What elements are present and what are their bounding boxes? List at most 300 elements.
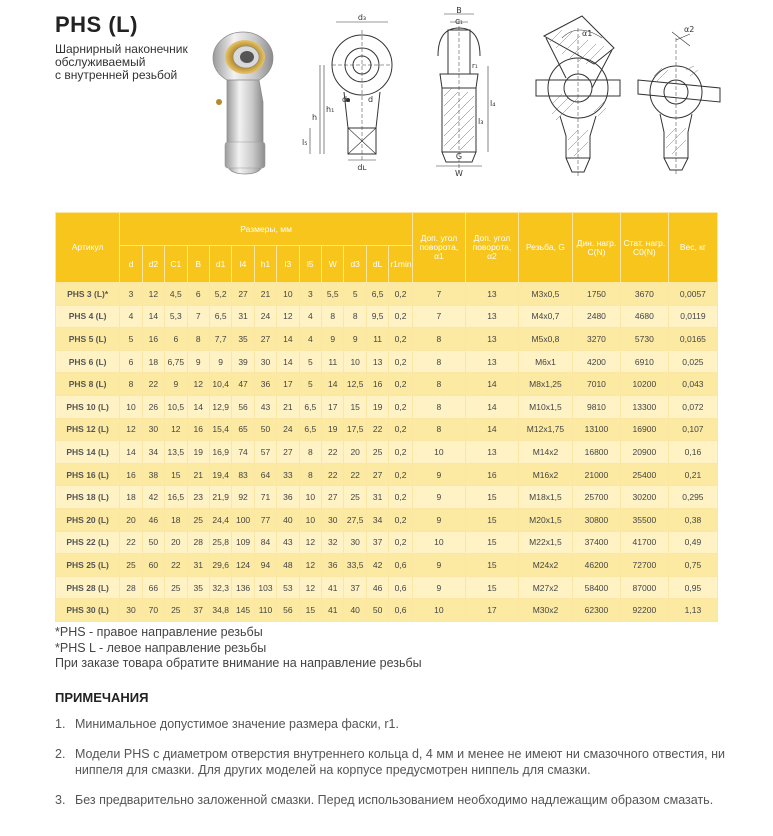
table-cell: 30200 <box>620 486 668 509</box>
table-cell: 23 <box>187 486 209 509</box>
footnote-order-hint: При заказе товара обратите внимание на направление резьбы <box>55 656 422 670</box>
table-cell: 43 <box>277 531 299 554</box>
table-cell: 27 <box>366 463 388 486</box>
table-cell: 19 <box>187 441 209 464</box>
table-cell: 0,2 <box>389 486 413 509</box>
table-cell: 56 <box>277 599 299 622</box>
table-row <box>56 350 718 373</box>
article-cell: PHS 30 (L) <box>56 599 120 622</box>
table-cell: 6 <box>187 283 209 306</box>
table-cell: 5 <box>299 350 321 373</box>
table-cell: 25 <box>187 508 209 531</box>
table-cell: 20 <box>120 508 142 531</box>
table-cell: 5 <box>344 283 366 306</box>
table-cell: 32 <box>322 531 344 554</box>
front-view-drawing <box>298 10 418 180</box>
table-cell: 110 <box>254 599 276 622</box>
table-cell: 0,6 <box>389 554 413 577</box>
assembly-angle2-drawing <box>632 20 724 178</box>
table-cell: 10 <box>412 531 465 554</box>
table-cell: 103 <box>254 576 276 599</box>
table-cell: 72700 <box>620 554 668 577</box>
table-cell: 46200 <box>572 554 620 577</box>
article-cell: PHS 5 (L) <box>56 328 120 351</box>
article-cell: PHS 10 (L) <box>56 395 120 418</box>
table-cell: 12 <box>277 305 299 328</box>
spec-table-body <box>56 283 718 622</box>
table-cell: 145 <box>232 599 254 622</box>
article-cell: PHS 6 (L) <box>56 350 120 373</box>
table-cell: 1750 <box>572 283 620 306</box>
table-cell: 25 <box>366 441 388 464</box>
table-cell: 9810 <box>572 395 620 418</box>
table-cell: 4200 <box>572 350 620 373</box>
table-cell: 8 <box>120 373 142 396</box>
table-cell: 124 <box>232 554 254 577</box>
table-cell: 13100 <box>572 418 620 441</box>
table-cell: 16 <box>120 463 142 486</box>
table-cell: 70 <box>142 599 164 622</box>
table-cell: 13 <box>366 350 388 373</box>
table-cell: 15 <box>299 599 321 622</box>
note-text: Минимальное допустимое значение размера фаски, r1. <box>75 717 399 731</box>
table-cell: 37 <box>344 576 366 599</box>
table-cell: 10 <box>344 350 366 373</box>
note-item <box>55 716 725 732</box>
table-cell: 0,295 <box>668 486 717 509</box>
table-cell: 5,2 <box>209 283 231 306</box>
table-cell: 0,2 <box>389 463 413 486</box>
label-d2: d₂ <box>342 95 351 104</box>
table-cell: 10 <box>120 395 142 418</box>
table-cell: 0,107 <box>668 418 717 441</box>
table-cell: 12 <box>299 576 321 599</box>
table-cell: 9,5 <box>366 305 388 328</box>
table-cell: 25400 <box>620 463 668 486</box>
table-cell: 3270 <box>572 328 620 351</box>
note-text: Модели PHS с диаметром отверстия внутреннего кольца d, 4 мм и менее не имеют ни смазочного отвестия, ни ниппеля для смазки. Для других моделей на корпусе предусмотрен ниппель для смазки. <box>75 747 725 777</box>
table-cell: M20x1,5 <box>518 508 572 531</box>
table-row <box>56 305 718 328</box>
table-cell: 13 <box>465 305 518 328</box>
table-cell: 33,5 <box>344 554 366 577</box>
table-cell: 24 <box>277 418 299 441</box>
table-cell: 9 <box>187 350 209 373</box>
table-cell: 0,95 <box>668 576 717 599</box>
table-cell: 5 <box>299 373 321 396</box>
table-row <box>56 599 718 622</box>
label-l4: l₄ <box>490 99 496 108</box>
table-cell: 10 <box>277 283 299 306</box>
header-dim-l5: l5 <box>299 246 321 283</box>
table-cell: 26 <box>142 395 164 418</box>
table-cell: 8 <box>299 463 321 486</box>
table-cell: 16 <box>142 328 164 351</box>
table-cell: 6910 <box>620 350 668 373</box>
table-cell: 9 <box>412 508 465 531</box>
table-cell: 16,9 <box>209 441 231 464</box>
table-cell: 13 <box>465 350 518 373</box>
header-dim-c1: C1 <box>165 246 187 283</box>
table-cell: 5730 <box>620 328 668 351</box>
subtitle-line: Шарнирный наконечник <box>55 42 188 56</box>
table-cell: 22 <box>142 373 164 396</box>
table-cell: 35 <box>232 328 254 351</box>
table-cell: M4x0,7 <box>518 305 572 328</box>
table-cell: 9 <box>412 576 465 599</box>
table-cell: 0,38 <box>668 508 717 531</box>
table-cell: 22 <box>165 554 187 577</box>
label-dl: dʟ <box>357 163 367 172</box>
table-cell: 9 <box>322 328 344 351</box>
table-cell: 39 <box>232 350 254 373</box>
header-dim-l4: l4 <box>232 246 254 283</box>
table-cell: 22 <box>322 463 344 486</box>
table-cell: 37 <box>187 599 209 622</box>
table-cell: 15 <box>465 554 518 577</box>
table-cell: 0,2 <box>389 508 413 531</box>
table-cell: 48 <box>277 554 299 577</box>
table-cell: 34 <box>366 508 388 531</box>
table-cell: 9 <box>412 463 465 486</box>
table-cell: 18 <box>165 508 187 531</box>
table-cell: 74 <box>232 441 254 464</box>
article-cell: PHS 4 (L) <box>56 305 120 328</box>
table-cell: 21,9 <box>209 486 231 509</box>
table-row <box>56 328 718 351</box>
table-cell: M27x2 <box>518 576 572 599</box>
table-cell: 42 <box>142 486 164 509</box>
table-cell: 94 <box>254 554 276 577</box>
article-cell: PHS 8 (L) <box>56 373 120 396</box>
table-cell: 40 <box>344 599 366 622</box>
table-cell: 21 <box>277 395 299 418</box>
table-cell: 20900 <box>620 441 668 464</box>
table-cell: 16 <box>366 373 388 396</box>
label-w: W <box>455 169 463 178</box>
header-angle1: Доп. угол поворота, α1 <box>412 213 465 283</box>
table-cell: M14x2 <box>518 441 572 464</box>
label-d: d <box>368 95 374 104</box>
table-cell: 35 <box>187 576 209 599</box>
table-cell: 8 <box>412 373 465 396</box>
table-cell: 13 <box>465 283 518 306</box>
table-cell: 15 <box>465 576 518 599</box>
label-d3: d₃ <box>357 13 367 22</box>
article-cell: PHS 22 (L) <box>56 531 120 554</box>
table-cell: 8 <box>187 328 209 351</box>
table-row <box>56 486 718 509</box>
product-photo <box>205 22 285 182</box>
table-cell: 40 <box>277 508 299 531</box>
table-cell: 66 <box>142 576 164 599</box>
table-cell: 0,2 <box>389 441 413 464</box>
table-row <box>56 554 718 577</box>
table-cell: 4 <box>299 328 321 351</box>
table-cell: M10x1,5 <box>518 395 572 418</box>
table-cell: 3 <box>120 283 142 306</box>
table-cell: 0,21 <box>668 463 717 486</box>
table-cell: 30800 <box>572 508 620 531</box>
table-cell: 87000 <box>620 576 668 599</box>
table-cell: 5,3 <box>165 305 187 328</box>
table-cell: 0,75 <box>668 554 717 577</box>
note-item <box>55 746 725 778</box>
table-cell: 5,5 <box>322 283 344 306</box>
table-cell: 109 <box>232 531 254 554</box>
table-cell: 41 <box>322 576 344 599</box>
table-cell: 12 <box>299 554 321 577</box>
header-dim-dl: dL <box>366 246 388 283</box>
table-row <box>56 373 718 396</box>
table-cell: 14 <box>277 328 299 351</box>
table-cell: 31 <box>187 554 209 577</box>
table-cell: 14 <box>465 418 518 441</box>
table-cell: 21 <box>187 463 209 486</box>
table-cell: 6,5 <box>299 395 321 418</box>
table-row <box>56 508 718 531</box>
table-cell: 10 <box>412 599 465 622</box>
table-cell: 0,16 <box>668 441 717 464</box>
label-g: G <box>455 152 463 161</box>
table-cell: 0,2 <box>389 350 413 373</box>
header-thread: Резьба, G <box>518 213 572 283</box>
table-cell: 30 <box>344 531 366 554</box>
table-cell: 0,2 <box>389 373 413 396</box>
header-dynamic-load: Дин. нагр. C(N) <box>572 213 620 283</box>
table-cell: 6,5 <box>209 305 231 328</box>
table-cell: 8 <box>412 350 465 373</box>
header-dimensions: Размеры, мм <box>120 213 413 246</box>
table-cell: 36 <box>277 486 299 509</box>
spec-table-wrapper <box>55 212 718 622</box>
article-cell: PHS 14 (L) <box>56 441 120 464</box>
table-cell: 27 <box>232 283 254 306</box>
header-dim-d1: d1 <box>209 246 231 283</box>
table-cell: 12 <box>142 283 164 306</box>
table-cell: 16 <box>465 463 518 486</box>
page-subtitle <box>55 43 215 82</box>
table-cell: 25 <box>344 486 366 509</box>
table-cell: M8x1,25 <box>518 373 572 396</box>
table-cell: 53 <box>277 576 299 599</box>
table-cell: 16800 <box>572 441 620 464</box>
table-cell: 0,072 <box>668 395 717 418</box>
label-c1: C₁ <box>455 18 463 26</box>
label-b: B <box>456 6 462 15</box>
table-cell: 50 <box>254 418 276 441</box>
table-cell: 33 <box>277 463 299 486</box>
label-h1: h₁ <box>326 105 335 114</box>
table-cell: 56 <box>232 395 254 418</box>
table-cell: 92 <box>232 486 254 509</box>
table-cell: 0,2 <box>389 328 413 351</box>
table-cell: 0,0165 <box>668 328 717 351</box>
note-number: 2. <box>55 747 66 761</box>
table-cell: 0,0119 <box>668 305 717 328</box>
table-cell: 14 <box>322 373 344 396</box>
table-cell: 92200 <box>620 599 668 622</box>
table-cell: M18x1,5 <box>518 486 572 509</box>
table-cell: 13 <box>465 441 518 464</box>
table-cell: 25 <box>165 599 187 622</box>
table-cell: 28 <box>120 576 142 599</box>
label-r1: r₁ <box>472 62 478 70</box>
header-dim-d2: d2 <box>142 246 164 283</box>
table-cell: 25 <box>165 576 187 599</box>
table-cell: 29,6 <box>209 554 231 577</box>
table-cell: 10 <box>299 486 321 509</box>
table-cell: 19 <box>366 395 388 418</box>
table-cell: 43 <box>254 395 276 418</box>
note-text: Без предварительно заложенной смазки. Перед использованием необходимо надлежащим образом смазать. <box>75 793 714 807</box>
table-cell: 9 <box>209 350 231 373</box>
table-cell: 27,5 <box>344 508 366 531</box>
table-cell: 37 <box>366 531 388 554</box>
table-cell: 14 <box>120 441 142 464</box>
table-cell: 25,8 <box>209 531 231 554</box>
table-cell: 30 <box>254 350 276 373</box>
table-cell: 3 <box>299 283 321 306</box>
table-cell: 27 <box>254 328 276 351</box>
table-cell: 10 <box>299 508 321 531</box>
header-dim-d3: d3 <box>344 246 366 283</box>
table-cell: 12 <box>165 418 187 441</box>
table-cell: 9 <box>344 328 366 351</box>
header-dim-w: W <box>322 246 344 283</box>
table-cell: 18 <box>120 486 142 509</box>
table-cell: 42 <box>366 554 388 577</box>
table-cell: 6,75 <box>165 350 187 373</box>
table-cell: 62300 <box>572 599 620 622</box>
table-cell: 22 <box>344 463 366 486</box>
header-dim-h1: h1 <box>254 246 276 283</box>
table-cell: 12 <box>299 531 321 554</box>
table-cell: 58400 <box>572 576 620 599</box>
table-cell: 15 <box>465 508 518 531</box>
label-l3: l₃ <box>478 117 484 126</box>
table-cell: 136 <box>232 576 254 599</box>
table-cell: 31 <box>366 486 388 509</box>
table-cell: 32,3 <box>209 576 231 599</box>
table-cell: 0,2 <box>389 395 413 418</box>
table-cell: 17 <box>465 599 518 622</box>
table-cell: 0,2 <box>389 531 413 554</box>
table-cell: 20 <box>344 441 366 464</box>
table-cell: 0,6 <box>389 599 413 622</box>
table-cell: 84 <box>254 531 276 554</box>
table-cell: 15,4 <box>209 418 231 441</box>
table-cell: 41 <box>322 599 344 622</box>
table-cell: 14 <box>465 373 518 396</box>
table-row <box>56 418 718 441</box>
header-angle2: Доп. угол поворота, α2 <box>465 213 518 283</box>
table-cell: 17 <box>277 373 299 396</box>
table-cell: 0,2 <box>389 418 413 441</box>
table-cell: 19,4 <box>209 463 231 486</box>
table-cell: 13,5 <box>165 441 187 464</box>
header-weight: Вес, кг <box>668 213 717 283</box>
table-cell: 22 <box>366 418 388 441</box>
table-cell: 6 <box>120 350 142 373</box>
table-cell: 31 <box>232 305 254 328</box>
header-dim-d: d <box>120 246 142 283</box>
table-row <box>56 463 718 486</box>
table-cell: 11 <box>322 350 344 373</box>
table-cell: 0,6 <box>389 576 413 599</box>
table-cell: 37400 <box>572 531 620 554</box>
note-number: 1. <box>55 717 66 731</box>
notes-title: ПРИМЕЧАНИЯ <box>55 690 149 705</box>
table-cell: 65 <box>232 418 254 441</box>
table-cell: 8 <box>299 441 321 464</box>
table-cell: M6x1 <box>518 350 572 373</box>
table-cell: M16x2 <box>518 463 572 486</box>
table-cell: 22 <box>322 441 344 464</box>
table-cell: 15 <box>465 486 518 509</box>
table-cell: 4,5 <box>165 283 187 306</box>
table-cell: 36 <box>254 373 276 396</box>
label-l5: l₅ <box>302 138 308 147</box>
table-cell: M30x2 <box>518 599 572 622</box>
table-cell: 36 <box>322 554 344 577</box>
article-cell: PHS 12 (L) <box>56 418 120 441</box>
table-cell: 0,2 <box>389 283 413 306</box>
table-cell: 27 <box>277 441 299 464</box>
article-cell: PHS 20 (L) <box>56 508 120 531</box>
note-number: 3. <box>55 793 66 807</box>
table-cell: 7,7 <box>209 328 231 351</box>
footnote-right-thread: *PHS - правое направление резьбы <box>55 625 263 639</box>
article-cell: PHS 25 (L) <box>56 554 120 577</box>
article-cell: PHS 16 (L) <box>56 463 120 486</box>
table-cell: 30 <box>142 418 164 441</box>
table-cell: 7010 <box>572 373 620 396</box>
table-cell: 30 <box>120 599 142 622</box>
table-cell: 71 <box>254 486 276 509</box>
table-cell: 83 <box>232 463 254 486</box>
table-cell: M24x2 <box>518 554 572 577</box>
table-cell: 0,043 <box>668 373 717 396</box>
spec-table <box>55 212 718 622</box>
table-cell: 0,49 <box>668 531 717 554</box>
table-cell: 41700 <box>620 531 668 554</box>
table-cell: 12,9 <box>209 395 231 418</box>
table-cell: 5 <box>120 328 142 351</box>
subtitle-line: с внутренней резьбой <box>55 68 178 82</box>
table-cell: M5x0,8 <box>518 328 572 351</box>
table-cell: 10 <box>412 441 465 464</box>
table-cell: 57 <box>254 441 276 464</box>
table-cell: M12x1,75 <box>518 418 572 441</box>
table-cell: 60 <box>142 554 164 577</box>
table-cell: 19 <box>322 418 344 441</box>
table-cell: 22 <box>120 531 142 554</box>
table-cell: 15 <box>165 463 187 486</box>
table-cell: 8 <box>322 305 344 328</box>
table-cell: 16900 <box>620 418 668 441</box>
table-cell: 34 <box>142 441 164 464</box>
table-cell: 35500 <box>620 508 668 531</box>
table-cell: 24,4 <box>209 508 231 531</box>
article-cell: PHS 3 (L)* <box>56 283 120 306</box>
header-dim-r1min: r1min <box>389 246 413 283</box>
table-cell: 10,4 <box>209 373 231 396</box>
table-cell: 20 <box>165 531 187 554</box>
footnotes <box>55 625 422 672</box>
table-cell: 50 <box>366 599 388 622</box>
table-cell: 7 <box>187 305 209 328</box>
